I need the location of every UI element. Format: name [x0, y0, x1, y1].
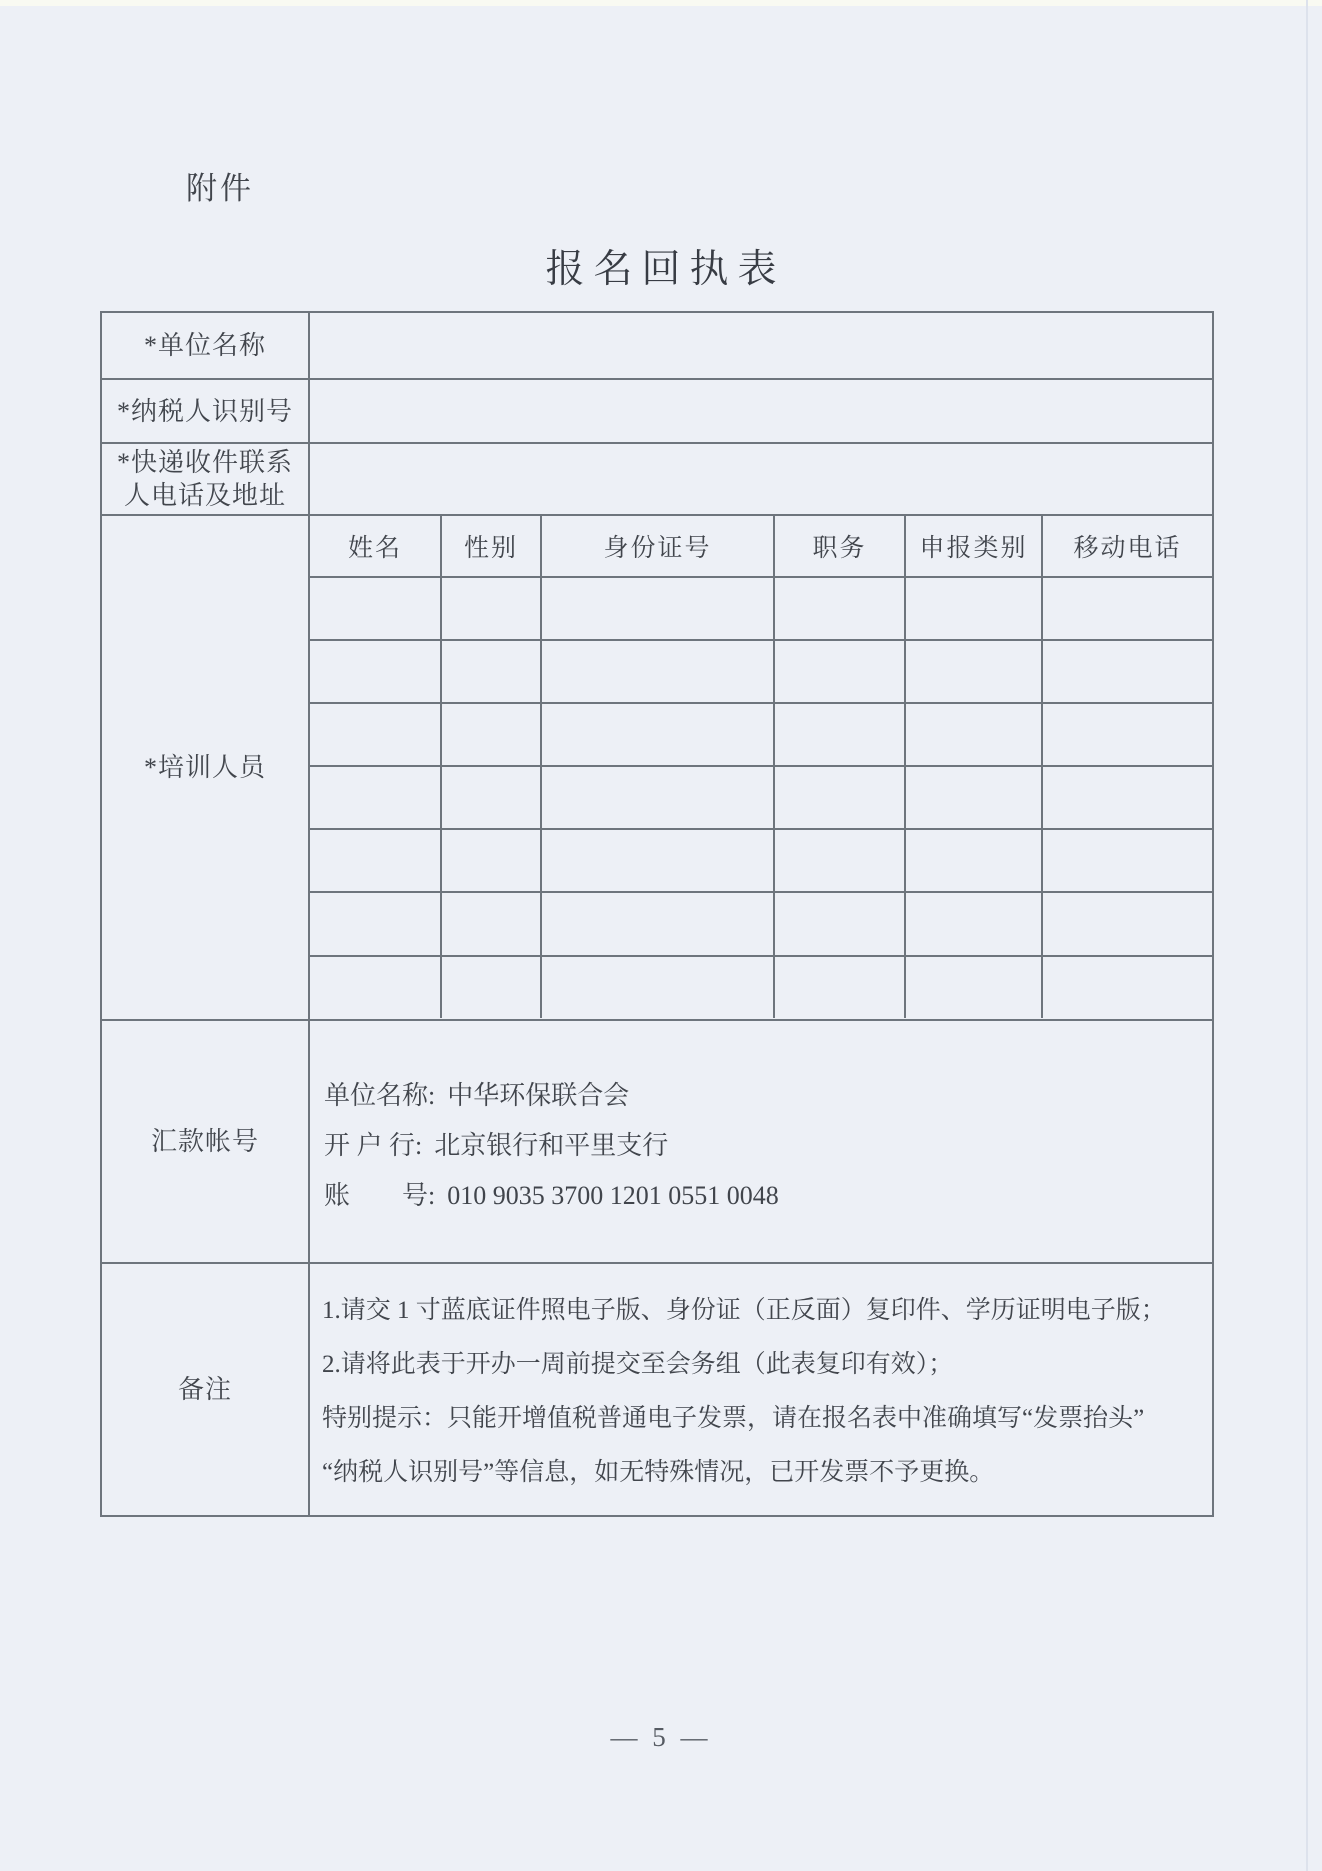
trainee-cell	[1041, 891, 1212, 954]
page-title: 报名回执表	[545, 248, 786, 291]
trainee-cell	[440, 576, 540, 639]
trainee-col-header: 移动电话	[1041, 516, 1212, 576]
remark-line-1: 1.请交 1 寸蓝底证件照电子版、身份证（正反面）复印件、学历证明电子版；	[322, 1297, 1166, 1324]
trainee-cell	[1041, 828, 1212, 891]
trainee-col-header: 职务	[773, 516, 904, 576]
courier-contact-label-line2: 人电话及地址	[123, 481, 286, 510]
remittance-account-line	[324, 1171, 1192, 1221]
trainee-col-header: 申报类别	[904, 516, 1041, 576]
trainee-cell	[440, 955, 540, 1018]
trainee-cell	[904, 765, 1041, 828]
row-remarks	[102, 1262, 1212, 1515]
trainee-cell	[773, 639, 904, 702]
trainee-cell	[773, 828, 904, 891]
taxpayer-id-label: *纳税人识别号	[102, 380, 310, 442]
remittance-unit-name-line	[324, 1071, 1192, 1121]
trainee-cell	[440, 828, 540, 891]
trainee-cell	[773, 702, 904, 765]
remittance-label: 汇款帐号	[102, 1021, 310, 1262]
row-unit-name	[102, 313, 1212, 378]
trainee-cell	[540, 576, 773, 639]
trainee-col-header: 身份证号	[540, 516, 773, 576]
trainee-cell	[540, 702, 773, 765]
remittance-bank-key: 开 户 行:	[324, 1130, 423, 1160]
remittance-unit-name-value: 中华环保联合会	[447, 1080, 630, 1110]
courier-contact-label	[102, 444, 310, 514]
trainee-cell	[540, 828, 773, 891]
trainee-cell	[440, 765, 540, 828]
trainee-cell	[310, 828, 440, 891]
registration-form-table	[100, 311, 1214, 1517]
attachment-label: 附件	[186, 171, 254, 206]
remittance-account-key: 账 号:	[324, 1180, 436, 1210]
trainee-cell	[1041, 639, 1212, 702]
trainee-cell	[773, 576, 904, 639]
trainee-col-header: 姓名	[347, 535, 402, 562]
trainee-cell	[440, 639, 540, 702]
trainee-cell	[904, 955, 1041, 1018]
trainee-cell	[773, 891, 904, 954]
remark-line-4: “纳税人识别号”等信息，如无特殊情况，已开发票不予更换。	[322, 1459, 995, 1486]
trainees-label: *培训人员	[102, 516, 310, 1019]
trainee-cell	[440, 702, 540, 765]
trainee-cell	[904, 702, 1041, 765]
courier-contact-field	[310, 444, 1212, 514]
trainee-cell	[540, 955, 773, 1018]
courier-contact-label-line1: *快递收件联系	[116, 448, 293, 477]
trainee-cell	[773, 955, 904, 1018]
unit-name-field	[310, 313, 1212, 378]
trainee-cell	[1041, 576, 1212, 639]
trainee-cell	[310, 955, 440, 1018]
trainee-cell	[310, 576, 440, 639]
row-remittance-account	[102, 1019, 1212, 1262]
scan-top-edge	[0, 0, 1322, 6]
trainee-cell	[904, 891, 1041, 954]
trainee-table	[310, 516, 1212, 1019]
trainee-cell	[904, 639, 1041, 702]
unit-name-label: *单位名称	[102, 313, 310, 378]
remittance-details	[310, 1021, 1212, 1262]
remarks-content	[310, 1264, 1212, 1515]
trainee-cell	[540, 891, 773, 954]
trainee-cell	[1041, 702, 1212, 765]
trainee-cell	[310, 702, 440, 765]
trainee-cell	[904, 828, 1041, 891]
trainee-cell	[540, 765, 773, 828]
row-courier-contact	[102, 442, 1212, 514]
remark-line-3: 特别提示：只能开增值税普通电子发票，请在报名表中准确填写“发票抬头”	[322, 1405, 1145, 1432]
taxpayer-id-field	[310, 380, 1212, 442]
remittance-bank-line	[324, 1121, 1192, 1171]
row-taxpayer-id	[102, 378, 1212, 442]
remarks-label: 备注	[102, 1264, 310, 1515]
trainee-cell	[1041, 765, 1212, 828]
remark-line-2: 2.请将此表于开办一周前提交至会务组（此表复印有效）；	[322, 1351, 954, 1378]
trainee-col-header: 性别	[440, 516, 540, 576]
trainee-cell	[310, 765, 440, 828]
remittance-unit-name-key: 单位名称:	[324, 1080, 436, 1110]
row-trainees	[102, 514, 1212, 1019]
trainee-cell	[773, 765, 904, 828]
remittance-bank-value: 北京银行和平里支行	[434, 1130, 669, 1160]
page-number: — 5 —	[610, 1722, 712, 1752]
remittance-account-value: 010 9035 3700 1201 0551 0048	[447, 1180, 779, 1210]
trainee-cell	[310, 891, 440, 954]
trainee-cell	[1041, 955, 1212, 1018]
trainee-cell	[310, 639, 440, 702]
trainee-cell	[440, 891, 540, 954]
trainee-cell	[904, 576, 1041, 639]
trainee-cell	[540, 639, 773, 702]
